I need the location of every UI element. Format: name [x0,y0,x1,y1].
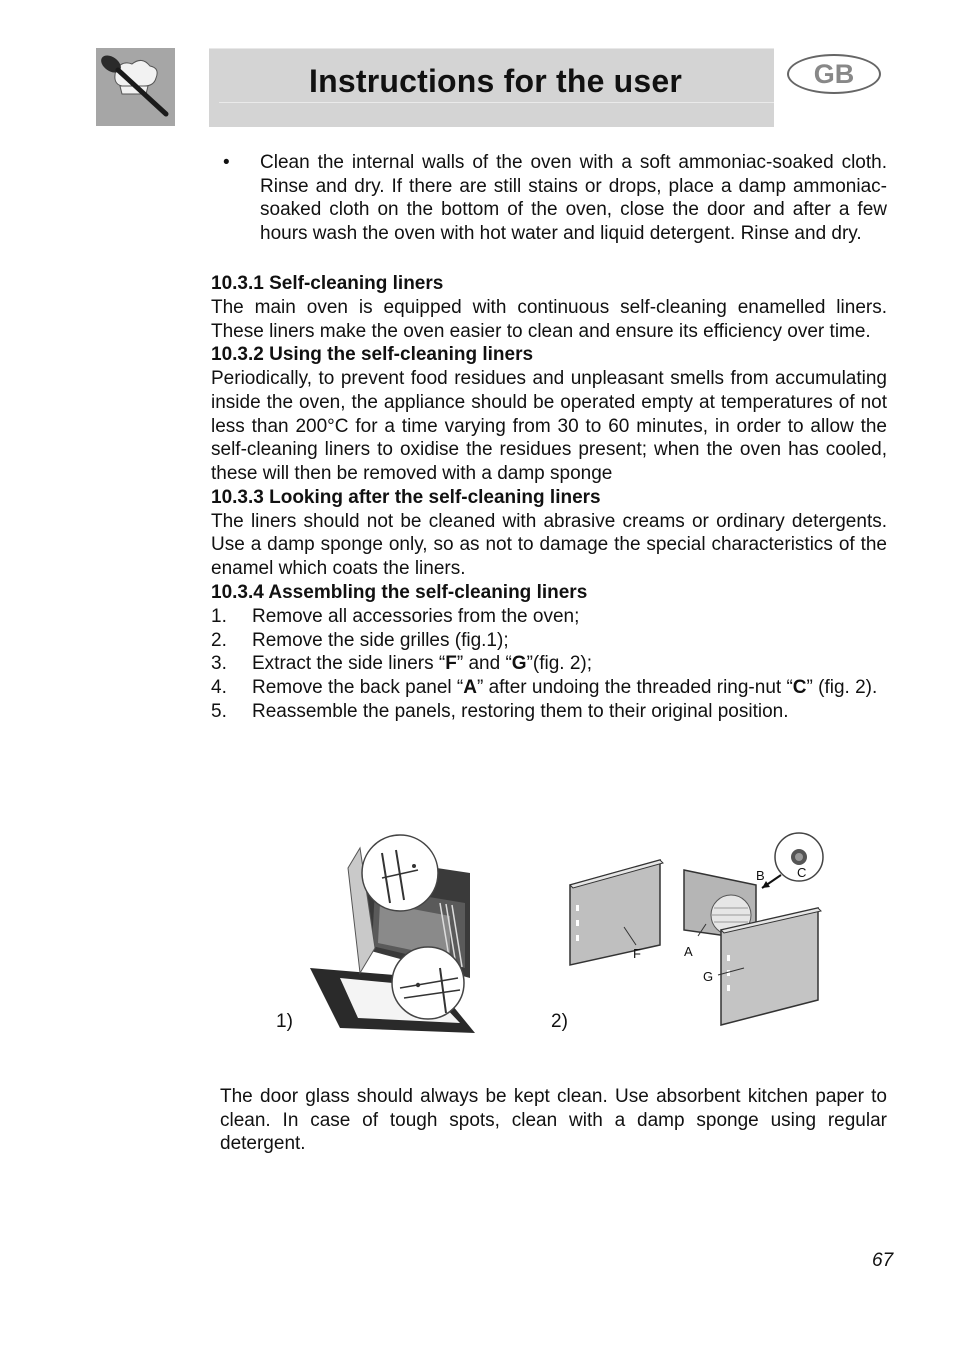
list-item [211,652,887,676]
step-text-post: ” (fig. 2). [806,676,878,698]
figure-letter-b: B [756,868,765,883]
section-heading: 10.3.2 Using the self-cleaning liners [211,344,534,366]
step-bold-letter: F [445,653,457,675]
step-bold-letter: A [463,676,477,698]
liner-panels-illustration [566,830,826,1030]
assembly-steps [211,605,887,724]
door-glass-note: The door glass should always be kept clean. Use absorbent kitchen paper to clean. In case of tough spots, clean with a damp sponge using regular detergent. [220,1086,887,1155]
section-self-cleaning-liners [211,272,887,343]
step-text-pre: Remove the back panel “ [252,676,464,698]
step-text-mid: ” and “ [456,653,512,675]
section-body: The liners should not be cleaned with abrasive creams or ordinary detergents. Use a damp sponge only, so as not to damage the special characteristics of the enamel which coats the liners. [211,510,887,580]
step-text: Remove all accessories from the oven; [252,605,580,627]
page-title: Instructions for the user [309,63,683,99]
figure-letter-g: G [703,969,714,984]
header-title-bar [209,48,774,127]
page-number: 67 [872,1250,894,1271]
section-looking-after-liners [211,486,887,581]
oven-grille-illustration [300,828,480,1033]
step-text: Remove the side grilles (fig.1); [252,629,509,651]
step-text-post: ”(fig. 2); [526,653,593,675]
figure-2 [566,830,826,1030]
language-badge: GB [787,54,881,94]
main-content [211,151,887,723]
spoon-chef-hat-icon [96,48,175,126]
step-text-pre: Extract the side liners “ [252,653,446,675]
bullet-text: Clean the internal walls of the oven with a soft ammoniac-soaked cloth. Rinse and dry. If there are still stains or drops, place a damp ammoniac-soaked cloth on the bottom of the oven, close the door and after a few hours wash the oven with hot water and liquid detergent. Rinse and dry. [260,152,887,245]
step-number: 2. [211,629,227,651]
section-using-liners [211,343,887,486]
figure-letter-c: C [797,865,807,880]
step-text-mid: ” after undoing the threaded ring-nut “ [476,676,793,698]
list-item [211,676,887,700]
step-number: 4. [211,676,227,698]
figure-letter-a: A [684,944,693,959]
figure-1-label: 1) [276,1011,293,1032]
list-item [211,605,887,629]
figure-2-label: 2) [551,1011,568,1032]
list-item [211,629,887,653]
step-text: Reassemble the panels, restoring them to their original position. [252,700,789,722]
figure-1 [300,828,480,1033]
section-heading: 10.3.4 Assembling the self-cleaning liners [211,581,588,603]
bullet-dot: • [223,152,230,173]
figure-letter-f: F [633,946,641,961]
section-assembling-liners [211,581,887,724]
cleaning-bullet [211,151,887,246]
section-heading: 10.3.1 Self-cleaning liners [211,272,444,294]
header-rule [219,102,774,103]
chef-logo [96,48,175,126]
step-bold-letter: C [792,676,807,698]
section-heading: 10.3.3 Looking after the self-cleaning liners [211,486,601,508]
step-bold-letter: G [511,653,527,675]
step-number: 1. [211,605,227,627]
section-body: The main oven is equipped with continuous self-cleaning enamelled liners. These liners make the oven easier to clean and ensure its efficiency over time. [211,296,887,342]
list-item [211,700,887,724]
step-number: 5. [211,700,227,722]
step-number: 3. [211,653,227,675]
section-body: Periodically, to prevent food residues and unpleasant smells from accumulating inside the oven, the appliance should be operated empty at temperatures of not less than 200°C for a time varying from 30 to 60 minutes, in order to allow the self-cleaning liners to oxidise the residues present; when the oven has cooled, these will then be removed with a damp sponge [211,368,887,485]
